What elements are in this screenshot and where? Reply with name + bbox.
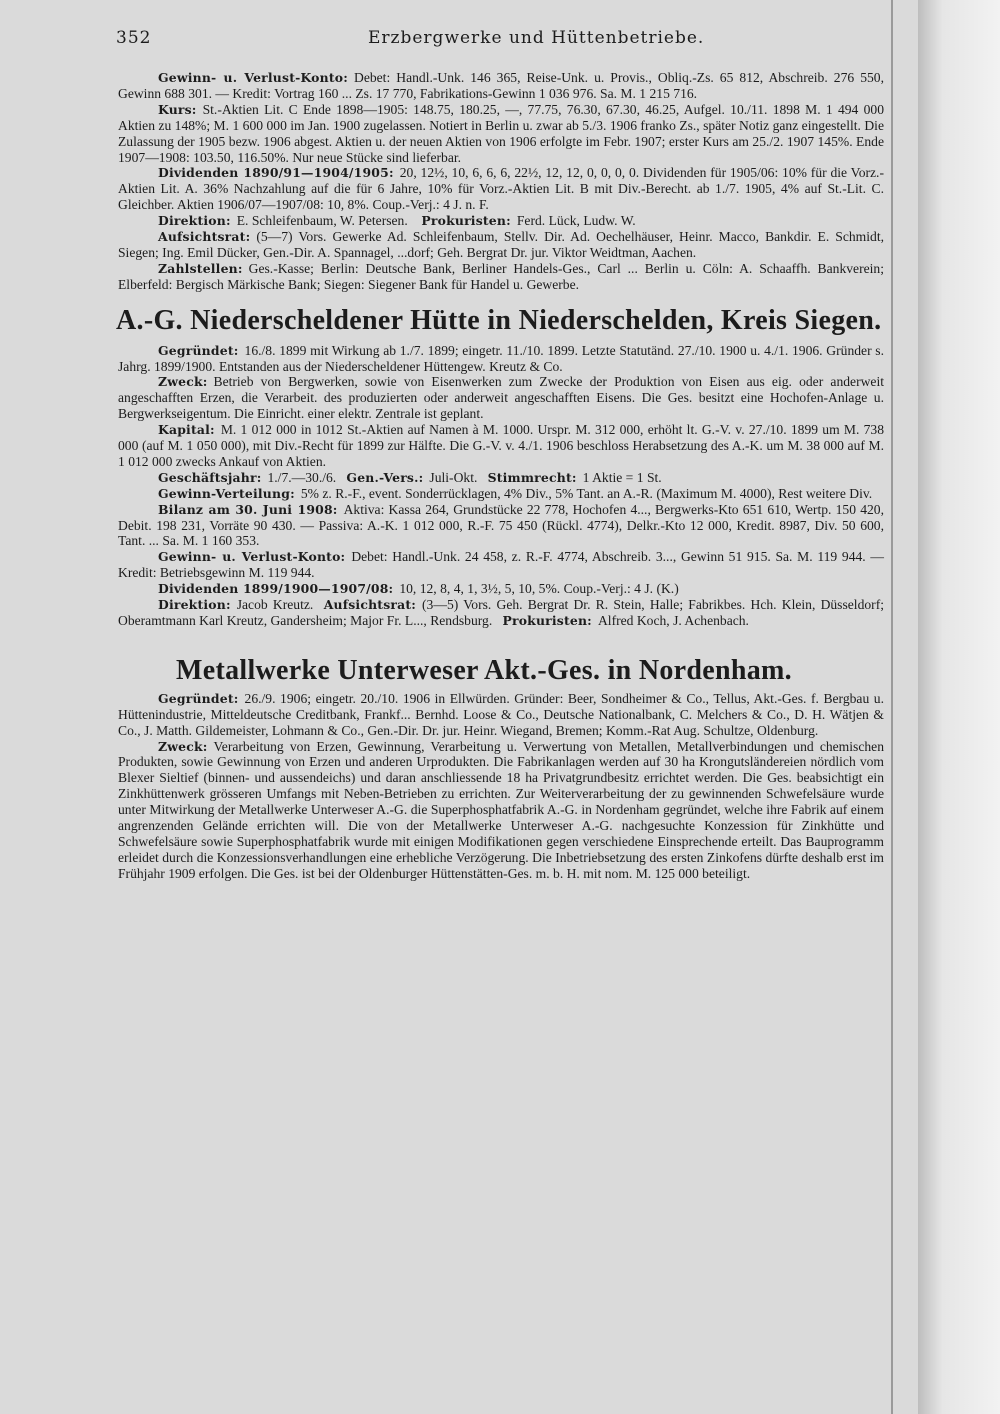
s1-direction: Direktion: Jacob Kreutz. Aufsichtsrat: (3—5) Vors. Geh. Bergrat Dr. R. Stein, Halle; Fabrikbes. Hch. Klein, Düsseldorf; Oberamtmann Karl Kreutz, Gandersheim; Major Fr. L..., Rendsburg. Prokuristen: Alfred Koch, J. Achenbach. xyxy=(118,597,884,628)
s1-dividends: Dividenden 1899/1900—1907/08: 10, 12, 8, 4, 1, 3½, 5, 10, 5%. Coup.-Verj.: 4 J. (K.) xyxy=(158,581,679,597)
page-edge xyxy=(918,0,1000,1414)
s1-profit-loss: Gewinn- u. Verlust-Konto: Debet: Handl.-Unk. 24 458, z. R.-F. 4774, Abschreib. 3..., Gewinn 51 915. Sa. M. 119 944. — Kredit: Betriebsgewinn M. 119 944. xyxy=(118,549,884,581)
s1-business-year: Geschäftsjahr: 1./7.—30./6. Gen.-Vers.: Juli-Okt. Stimmrecht: 1 Aktie = 1 St. xyxy=(158,469,662,485)
s1-purpose: Zweck: Betrieb von Bergwerken, sowie von Eisenwerken zum Zwecke der Produktion von Eisen aus eig. oder anderweit angeschafften Erzen, die Verarbeit. des produzierten oder anderweit angeschafften Eisens. Die Ges. besitzt eine Hochofen-Anlage u. Bergwerkseigentum. Die Einricht. einer elektr. Zentrale ist geplant. xyxy=(118,374,884,422)
prev-supervisory-board: Aufsichtsrat: (5—7) Vors. Gewerke Ad. Schleifenbaum, Stellv. Dir. Ad. Oechelhäuser, Heinr. Macco, Bankdir. E. Schmidt, Siegen; Ing. Emil Dücker, Gen.-Dir. A. Spannagel, ...dorf; Geh. Bergrat Dr. jur. Viktor Weidtman, Aachen. xyxy=(118,229,884,260)
page-body xyxy=(118,70,884,882)
s1-profit-distribution: Gewinn-Verteilung: 5% z. R.-F., event. Sonderrücklagen, 4% Div., 5% Tant. an A.-R. (Maximum M. 4000), Rest weitere Div. xyxy=(158,485,873,501)
s2-founded: Gegründet: 26./9. 1906; eingetr. 20./10. 1906 in Ellwürden. Gründer: Beer, Sondheimer & Co., Tellus, Akt.-Ges. f. Bergbau u. Hüttenindustrie, Mitteldeutsche Creditbank, Frankf... Bernhd. Loose & Co., Deutsche Nationalbank, C. Melchers & Co., D. H. Wätjen & Co., J. Matth. Gildemeister, Lohmann & Co., Gen.-Dir. Dr. jur. Heinr. Wiegand, Bremen; Komm.-Rat Aug. Schultze, Oldenburg. xyxy=(118,690,884,738)
running-head: Erzbergwerke und Hüttenbetriebe. xyxy=(368,28,705,48)
s1-capital: Kapital: M. 1 012 000 in 1012 St.-Aktien auf Namen à M. 1000. Urspr. M. 312 000, erhöht lt. G.-V. v. 27./10. 1899 um M. 738 000 (auf M. 1 050 000), mit Div.-Recht für 1899 zur Hälfte. Die G.-V. v. 4./1. 1906 beschloss Herabsetzung des A.-K. um M. 38 000 auf M. 1 012 000 zwecks Ankauf von Aktien. xyxy=(118,422,884,469)
page-number: 352 xyxy=(116,28,152,48)
section-title-metallwerke: Metallwerke Unterweser Akt.-Ges. in Nordenham. xyxy=(176,654,792,686)
prev-paying-agents: Zahlstellen: Ges.-Kasse; Berlin: Deutsche Bank, Berliner Handels-Ges., Carl ... Berlin u. Cöln: A. Schaaffh. Bankverein; Elberfeld: Bergisch Märkische Bank; Siegen: Siegener Bank für Handel u. Gewerbe. xyxy=(118,260,884,292)
s2-purpose: Zweck: Verarbeitung von Erzen, Gewinnung, Verarbeitung u. Verwertung von Metallen, Metallverbindungen und chemischen Produkten, sowie Gewinnung von Erzen und anderen Urprodukten. Die Fabrikanlagen werden auf 30 ha Krongutsländereien nördlich vom Blexer Sieltief (binnen- und aussendeichs) und daran anschliessende 18 ha Privatgrundbesitz errichtet werden. Die Ges. beabsichtigt ein Zinkhüttenwerk grösseren Umfangs mit Neben-Betrieben zu errichten. Zur Weiterverarbeitung der zu gewinnenden Schwefelsäure wurde unter Mitwirkung der Metallwerke Unterweser A.-G. die Superphosphatfabrik A.-G. in Nordenham gegründet, welche ihre Fabrik auf einem angrenzenden Gelände errichten will. Die von der Metallwerke Unterweser A.-G. nachgesuchte Konzession für Zinkhütte und Schwefelsäure sowie Superphosphatfabrik wurde mit einigen Modifikationen gegen verschiedene Einsprechende erteilt. Das Bauprogramm erleidet durch die Konzessionsverhandlungen eine erhebliche Verzögerung. Die Inbetriebsetzung des ersten Zinkofens dürfte deshalb erst im Frühjahr 1909 erfolgen. Die Ges. ist bei der Oldenburger Hüttenstätten-Ges. m. b. H. mit nom. M. 125 000 beteiligt. xyxy=(118,738,884,881)
prev-dividends: Dividenden 1890/91—1904/1905: 20, 12½, 10, 6, 6, 6, 22½, 12, 12, 0, 0, 0, 0. Dividenden für 1905/06: 10% für die Vorz.-Aktien Lit. A. 36% Nachzahlung auf die für 6 Jahre, 10% für Vorz.-Aktien Lit. B mit Div.-Berecht. ab 1./7. 1905, 4% auf St.-Lit. C. Gleichber. Aktien 1906/07—1907/08: 10, 8%. Coup.-Verj.: 4 J. n. F. xyxy=(118,165,884,213)
prev-direction: Direktion: E. Schleifenbaum, W. Petersen. Prokuristen: Ferd. Lück, Ludw. W. xyxy=(158,213,636,229)
binding-shadow xyxy=(891,0,893,1414)
page-header xyxy=(116,28,876,50)
prev-profit-loss: Gewinn- u. Verlust-Konto: Debet: Handl.-Unk. 146 365, Reise-Unk. u. Provis., Obliq.-Zs. 65 812, Abschreib. 276 550, Gewinn 688 301. — Kredit: Vortrag 160 ... Zs. 17 770, Fabrikations-Gewinn 1 036 976. Sa. M. 1 215 716. xyxy=(118,70,884,101)
s1-founded: Gegründet: 16./8. 1899 mit Wirkung ab 1./7. 1899; eingetr. 11./10. 1899. Letzte Statutänd. 27./10. 1900 u. 4./1. 1906. Gründer s. Jahrg. 1899/1900. Entstanden aus der Niederscheldener Hüttengew. Kreutz & Co. xyxy=(118,342,884,374)
prev-kurs: Kurs: St.-Aktien Lit. C Ende 1898—1905: 148.75, 180.25, —, 77.75, 76.30, 67.30, 46.25, Aufgel. 10./11. 1898 M. 1 494 000 Aktien zu 148%; M. 1 600 000 im Jan. 1900 zugelassen. Notiert in Berlin u. zwar ab 5./3. 1906 franko Zs., später Notiz ganz eingestellt. Die Zulassung der 1905 bezw. 1906 abgest. Aktien u. der neuen Aktien von 1906 erfolgte im Febr. 1907; erster Kurs am 25./2. 1907 145%. Ende 1907—1908: 103.50, 116.50%. Nur neue Stücke sind lieferbar. xyxy=(118,101,884,165)
s1-balance: Bilanz am 30. Juni 1908: Aktiva: Kassa 264, Grundstücke 22 778, Hochofen 4..., Bergwerks-Kto 651 610, Wertp. 150 420, Debit. 198 231, Vorräte 90 430. — Passiva: A.-K. 1 012 000, R.-F. 75 450 (Rückl. 4774), Delkr.-Kto 12 000, Kredit. 8987, Div. 50 600, Tant. ... Sa. M. 1 160 353. xyxy=(118,501,884,549)
section-title-niederscheldener: A.-G. Niederscheldener Hütte in Niederschelden, Kreis Siegen. xyxy=(116,304,882,336)
